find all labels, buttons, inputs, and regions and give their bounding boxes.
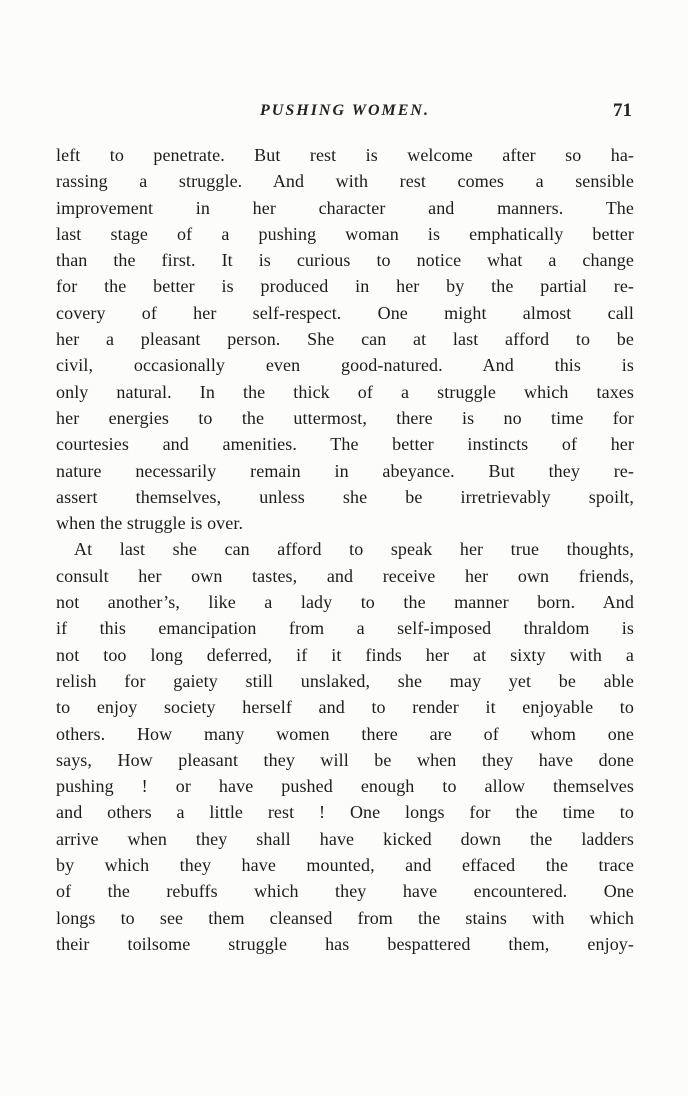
text-line: not too long deferred, if it finds her at sixty with a [56, 644, 634, 665]
text-line: if this emancipation from a self-imposed thraldom is [56, 618, 634, 639]
running-header [56, 102, 634, 128]
text-line: last stage of a pushing woman is emphatically better [56, 223, 634, 244]
paragraph [56, 536, 634, 957]
text-line: improvement in her character and manners. The [56, 197, 634, 218]
page-number: 71 [613, 100, 632, 121]
text-line: rassing a struggle. And with rest comes a sensible [56, 171, 634, 192]
text-line: nature necessarily remain in abeyance. But they re- [56, 460, 634, 481]
text-line: of the rebuffs which they have encountered. One [56, 881, 634, 902]
page-title: PUSHING WOMEN. [260, 102, 430, 119]
text-line: by which they have mounted, and effaced the trace [56, 855, 634, 876]
text-line: pushing ! or have pushed enough to allow themselves [56, 776, 634, 797]
page-body [56, 142, 634, 957]
text-line: says, How pleasant they will be when they have done [56, 749, 634, 770]
book-page [56, 102, 634, 957]
text-line: consult her own tastes, and receive her own friends, [56, 565, 634, 586]
text-line: others. How many women there are of whom one [56, 723, 634, 744]
text-line: her a pleasant person. She can at last afford to be [56, 329, 634, 350]
text-line: for the better is produced in her by the partial re- [56, 276, 634, 297]
text-line: when the struggle is over. [56, 513, 244, 534]
text-line: arrive when they shall have kicked down the ladders [56, 828, 634, 849]
text-line: than the first. It is curious to notice what a change [56, 250, 634, 271]
text-line: and others a little rest ! One longs for the time to [56, 802, 634, 823]
text-line: courtesies and amenities. The better instincts of her [56, 434, 634, 455]
text-line: their toilsome struggle has bespattered them, enjoy- [56, 933, 634, 954]
text-line: relish for gaiety still unslaked, she may yet be able [56, 670, 634, 691]
text-line: left to penetrate. But rest is welcome after so ha- [56, 145, 634, 165]
text-line: covery of her self-respect. One might almost call [56, 302, 634, 323]
text-line: to enjoy society herself and to render it enjoyable to [56, 697, 634, 718]
text-line: At last she can afford to speak her true thoughts, [74, 539, 634, 560]
text-line: assert themselves, unless she be irretrievably spoilt, [56, 486, 634, 507]
text-line: her energies to the uttermost, there is no time for [56, 407, 634, 428]
paragraph [56, 142, 634, 536]
text-line: civil, occasionally even good-natured. And this is [56, 355, 634, 376]
text-line: only natural. In the thick of a struggle which taxes [56, 381, 634, 402]
text-line: not another’s, like a lady to the manner born. And [56, 592, 634, 613]
text-line: longs to see them cleansed from the stains with which [56, 907, 634, 928]
